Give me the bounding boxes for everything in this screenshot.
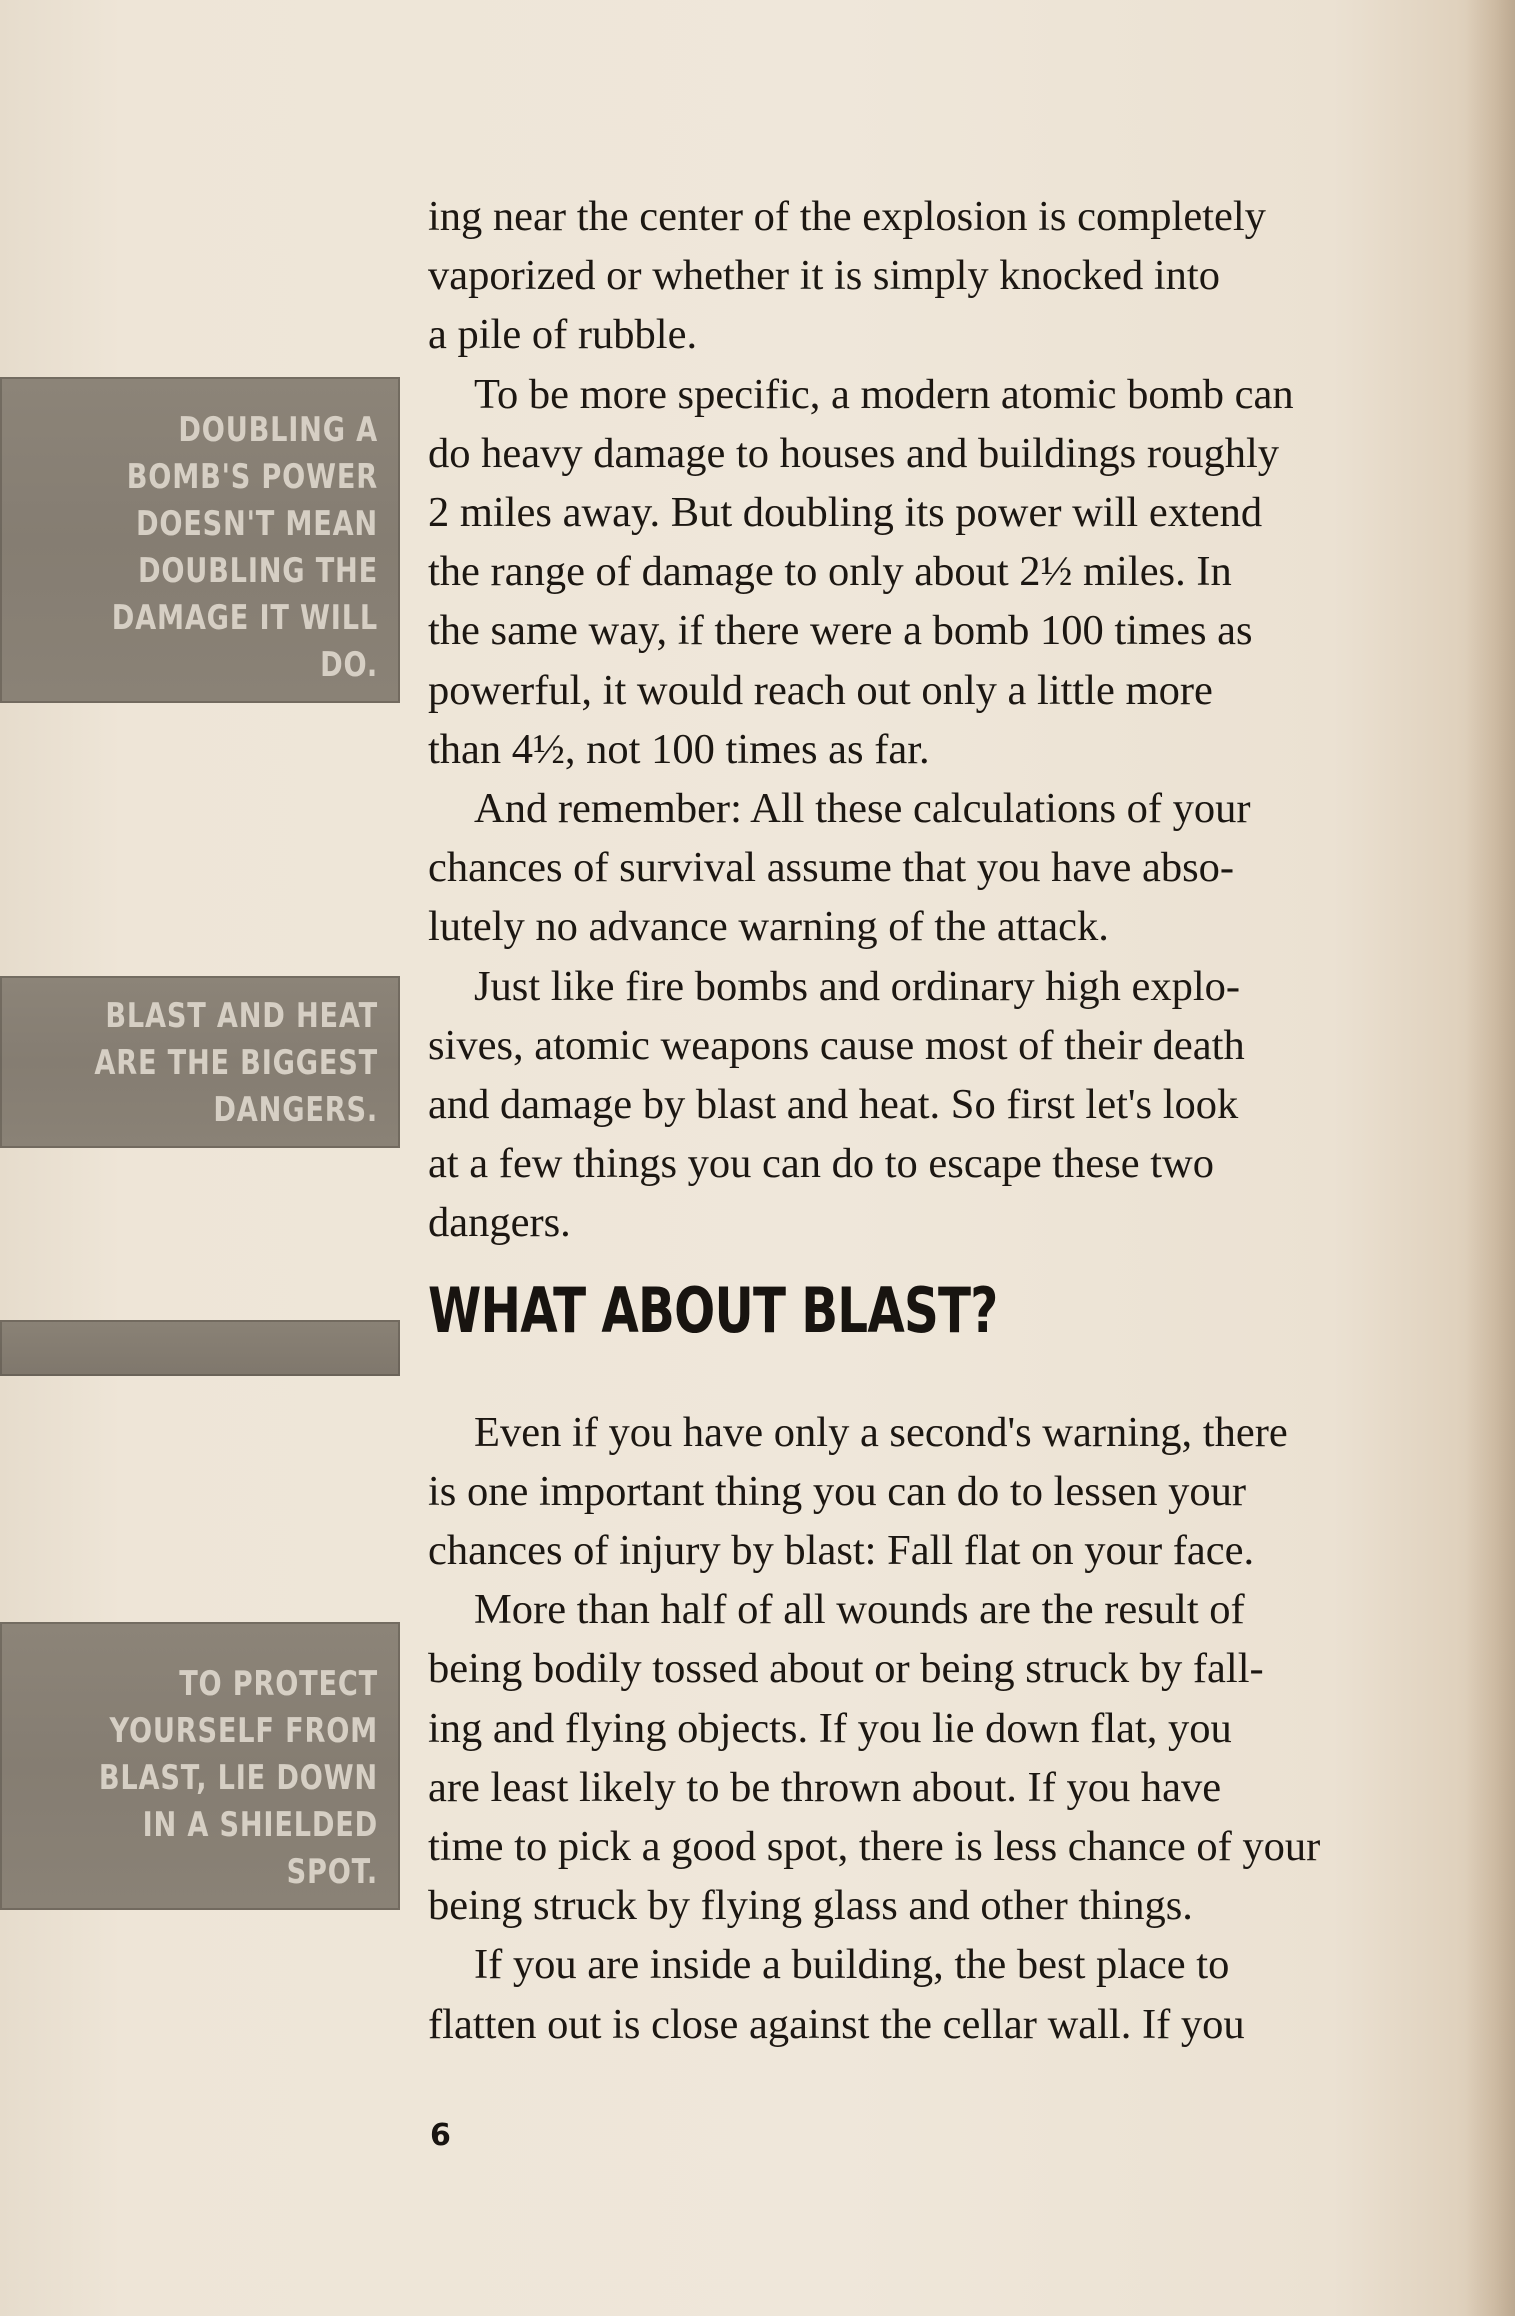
paragraph: More than half of all wounds are the result of being bodily tossed about or being struck by fall- ing and flying objects. If you lie down flat, you are least likely to be thrown about. If you have time to pick a good spot, there is less chance of your being struck by flying glass and other things. — [428, 1586, 1321, 1930]
body-text-column — [428, 187, 1378, 2054]
margin-note-text: TO PROTECT YOURSELF FROM BLAST, LIE DOWN IN A SHIELDED SPOT. — [98, 1664, 378, 1892]
paragraph: Even if you have only a second's warning, there is one important thing you can do to lessen your chances of injury by blast: Fall flat on your face. — [428, 1408, 1288, 1575]
section-heading-bar — [0, 1320, 400, 1376]
margin-note-text: BLAST AND HEAT ARE THE BIGGEST DANGERS. — [94, 996, 378, 1130]
margin-note-text: DOUBLING A BOMB'S POWER DOESN'T MEAN DOUBLING THE DAMAGE IT WILL DO. — [111, 410, 378, 685]
page-edge-shadow — [1465, 0, 1515, 2316]
page-number: 6 — [430, 2118, 451, 2153]
margin-note-doubling — [0, 377, 400, 703]
paragraph: Just like fire bombs and ordinary high explo- sives, atomic weapons cause most of their death and damage by blast and heat. So first let's look at a few things you can do to escape these two dangers. — [428, 962, 1245, 1247]
paragraph: ing near the center of the explosion is completely vaporized or whether it is simply knocked into a pile of rubble. — [428, 193, 1266, 359]
section-heading: WHAT ABOUT BLAST? — [428, 1273, 998, 1347]
paragraph: And remember: All these calculations of your chances of survival assume that you have abso- lutely no advance warning of the attack. — [428, 785, 1251, 951]
margin-note-protect — [0, 1622, 400, 1910]
margin-note-blast-heat — [0, 976, 400, 1148]
paragraph: If you are inside a building, the best place to flatten out is close against the cellar wall. If you — [428, 1941, 1245, 2048]
paragraph: To be more specific, a modern atomic bomb can do heavy damage to houses and buildings roughly 2 miles away. But doubling its power will extend the range of damage to only about 2½ miles. In the same way, if there were a bomb 100 times as powerful, it would reach out only a little more than 4½, not 100 times as far. — [428, 370, 1294, 773]
